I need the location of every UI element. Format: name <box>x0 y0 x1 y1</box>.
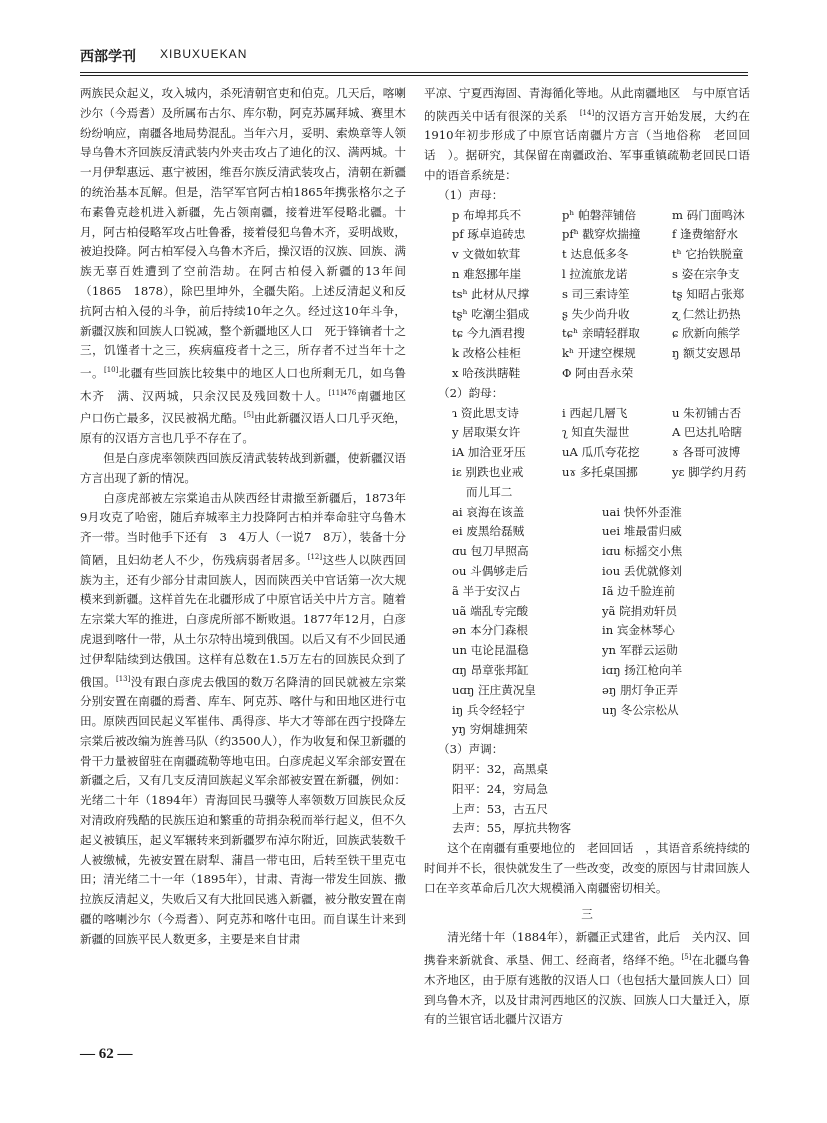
final-entry: iA 加洽亚牙压 <box>452 445 526 460</box>
final-entry: ʅ 知直失湿世 <box>562 425 630 440</box>
final-entry: uai 快怀外歪淮 <box>602 504 682 519</box>
final-entry: yɛ 脚学约月药 <box>672 465 747 479</box>
citation[interactable]: [11]476 <box>328 388 357 397</box>
paragraph: 两族民众起义，攻入城内，杀死清朝官吏和伯克。几天后，喀喇沙尔（今焉耆）及所属布古尔、库尔勒，阿克苏属拜城、赛里木纷纷响应，南疆各地局势混乱。当年六月，妥明、索焕章等人领导乌鲁木齐回族反清武装内外夹击攻占了迪化的汉、满两城。十一月伊犁惠远、惠宁被困，维吾尔族反清武装攻占，清朝在新疆的统治基本瓦解。但是，浩罕军官阿古柏1865年携张格尔之子布素鲁克趁机进入新疆，先占领南疆，接着进军侵略北疆。十月，阿古柏侵略军攻占吐鲁番，接着侵犯乌鲁木齐，妥明战败，被迫投降。阿古柏军侵入乌鲁木齐后，操汉语的汉族、回族、满族无辜百姓遭到了空前浩劫。在阿古柏侵入新疆的13年间（1865 1878），除巴里坤外，全疆失陷。上述反清起义和反抗阿古柏入侵的斗争，前后持续10年之久。经过这10年斗争，新疆汉族和回族人口锐减，整个新疆地区人口 死于锋镝者十之三，饥馑者十之三，疾病瘟疫者十之三，所存者不过当年十之一。[10]北疆有些回族比较集中的地区人口也所剩无几，如乌鲁木齐 满、汉两城，只余汉民及残回数十人。$^{[11]476}$南疆地区 户口伤亡最多，汉民被祸尤酷。[5]由此新疆汉语人口几乎灭绝，原有的汉语方言也几乎不存在了。 <box>80 86 418 446</box>
initial-entry: m 码门面鸣沐 <box>672 207 745 222</box>
final-entry: iɑŋ 扬江枪向羊 <box>602 662 683 677</box>
final-entry: uɤ 多托桌国挪 <box>562 465 638 479</box>
initial-entry: k 改格公桂柜 <box>452 346 521 361</box>
paragraph: 但是白彦虎率领陕西回族反清武装转战到新疆，使新疆汉语方言出现了新的情况。 <box>80 450 406 485</box>
tone-entry: 阴平：32，高黑桌 <box>452 761 548 776</box>
final-entry: iɑu 标摇交小焦 <box>602 544 683 559</box>
initial-entry <box>672 364 778 384</box>
final-entry: iou 丢优就修刘 <box>602 563 682 578</box>
final-entry: iɛ 别跌也业戒 <box>452 465 524 479</box>
finals-er: 而儿耳二 <box>466 484 513 499</box>
initial-entry: v 文微如软茸 <box>452 247 521 262</box>
initial-entry: tɕʰ 亲晴轻群取 <box>562 326 640 341</box>
right-column <box>424 84 750 1030</box>
section-number: 三 <box>581 906 593 921</box>
final-entry: uã 端乱专完酸 <box>452 603 529 618</box>
initial-entry: tʂʰ 吃潮尘猖成 <box>452 306 530 321</box>
tones-list <box>424 760 750 839</box>
final-entry: ɑŋ 昂章张邦缸 <box>452 662 529 677</box>
final-entry: uei 堆最雷归威 <box>602 524 682 539</box>
initials-table <box>452 206 750 384</box>
citation[interactable]: [12] <box>307 552 323 561</box>
final-entry: uŋ 冬公宗松从 <box>602 702 679 717</box>
initial-entry: s 司三索诗笙 <box>562 286 630 301</box>
initial-entry: pf 琢卓追砖忠 <box>452 227 526 242</box>
final-entry: ɤ 各哥可波博 <box>672 445 741 460</box>
final-entry <box>602 720 752 740</box>
initial-entry: s 姿在宗争支 <box>672 267 740 282</box>
initial-entry: p 布埠邦兵不 <box>452 207 522 222</box>
finals-table-a <box>452 404 750 483</box>
final-entry: un 屯论昆温稳 <box>452 643 529 658</box>
final-entry: yã 院捐劝轩员 <box>602 603 678 618</box>
final-entry: ou 斗偶够走后 <box>452 563 529 578</box>
tone-entry: 阳平：24，穷局急 <box>452 781 548 796</box>
tone-entry: 上声：53，古五尺 <box>452 801 548 816</box>
initial-entry: f 逢费缩舒水 <box>672 227 738 242</box>
final-entry: ɑu 包刀早照高 <box>452 544 529 559</box>
tones-heading: （3）声调： <box>438 742 504 757</box>
initial-entry: n 难怒挪年崖 <box>452 267 522 282</box>
initials-heading: （1）声母： <box>438 187 504 202</box>
final-entry: u 朱初铺古否 <box>672 405 742 420</box>
final-entry: A 巴达扎哈瞎 <box>672 425 743 440</box>
final-entry: y 居取渠女许 <box>452 425 521 440</box>
page-header <box>80 46 748 72</box>
initial-entry: tɕ 今九酒君搜 <box>452 326 525 341</box>
initial-entry: t 达息低多冬 <box>562 247 629 262</box>
citation[interactable]: [10] <box>103 366 119 375</box>
initial-entry: ʂ 失少尚升收 <box>562 306 630 321</box>
left-column <box>80 84 418 950</box>
initial-entry: ɕ 欣新向熊学 <box>672 326 741 341</box>
initial-entry: tʰ 它抬铁脱童 <box>672 247 744 262</box>
final-entry: uɑŋ 汪庄黄况皇 <box>452 682 537 697</box>
final-entry: yŋ 穷炯雄拥荣 <box>452 722 528 737</box>
initial-entry: pʰ 帕磐萍铺倍 <box>562 207 637 222</box>
final-entry: ai 哀海在该盖 <box>452 504 525 519</box>
initial-entry: kʰ 开逮空棵规 <box>562 346 636 361</box>
final-entry: uA 瓜爪夸花挖 <box>562 445 640 460</box>
final-entry: iŋ 兵令经轻宁 <box>452 702 525 717</box>
initial-entry: ŋ 额艾安恩昂 <box>672 346 742 361</box>
initial-entry: tsʰ 此材从尺撑 <box>452 286 530 301</box>
final-entry: Iã 边千脸连前 <box>602 583 676 598</box>
header-rule <box>80 72 748 73</box>
final-entry: in 宾金林琴心 <box>602 623 675 638</box>
final-entry: ən 本分门森根 <box>452 623 528 638</box>
journal-pinyin: XIBUXUEKAN <box>160 47 248 61</box>
citation[interactable]: [14] <box>579 108 595 117</box>
page-number: — 62 — <box>80 1046 133 1062</box>
citation[interactable]: [5] <box>681 953 692 962</box>
final-entry: ã 半于安汉占 <box>452 583 521 598</box>
journal-title: 西部学刊 <box>80 49 136 65</box>
citation[interactable]: [5] <box>243 411 254 420</box>
final-entry: i 西起几層飞 <box>562 405 628 420</box>
header-rule-secondary <box>80 75 748 76</box>
final-entry: ɿ 资此思支诗 <box>452 405 519 420</box>
initial-entry: tʂ 知昭占张郑 <box>672 286 745 301</box>
initial-entry: pfʰ 戳穿炊揣撞 <box>562 227 641 242</box>
initial-entry: Φ 阿由吾永荣 <box>562 366 634 381</box>
paragraph: 白彦虎部被左宗棠追击从陕西经甘肃撤至新疆后，1873年9月攻克了哈密，随后弃城率主力投降阿古柏并奉命驻守乌鲁木齐一带。当时他手下还有 3 4万人（一说7 8万），装备十分简陋，且妇幼老人不少，伤残病弱者居多。[12]这些人以陕西回族为主，还有少部分甘肃回族人，因而陕西关中官话第一次大规模来到新疆。这样首先在北疆形成了中原官话关中片方言。随着左宗棠大军的推进，白彦虎所部不断败退。1877年12月，白彦虎退到喀什一带，从土尔尕特出境到俄国。以后又有不少回民通过伊犁陆续到达俄国。这样有总数在1.5万左右的回族民众到了俄国。[13]没有跟白彦虎去俄国的数万名降清的回民就被左宗棠分别安置在南疆的焉耆、库车、阿克苏、喀什与和田地区进行屯田。原陕西回民起义军崔伟、禹得彦、毕大才等部在西宁投降左宗棠后被改编为旌善马队（约3500人），作为收复和保卫新疆的骨干力量被留驻在南疆疏勒等地屯田。白彦虎起义军余部安置在新疆之后，又有几支反清回族起义军余部被安置在新疆，例如：光绪二十年（1894年）青海回民马骥等人率领数万回族民众反对清政府残酷的民族压迫和繁重的苛捐杂税而举行起义，但不久起义被镇压，起义军辗转来到新疆罗布淖尔附近，回族武装数千人被缴械，先被安置在尉犁、蒲昌一带屯田，后转至铁干里克屯田；清光绪二十一年（1895年），甘肃、青海一带发生回族、撒拉族反清起义，失败后又有大批回民逃入新疆，被分散安置在南疆的喀喇沙尔（今焉耆）、阿克苏和喀什屯田。而自谋生计来到新疆的回族平民人数更多，主要是来自甘肃 <box>80 490 406 946</box>
tone-entry: 去声：55，厚抗共物客 <box>452 821 572 836</box>
initial-entry: l 拉流旅龙诺 <box>562 267 628 282</box>
initial-entry: x 哈孩洪瞎鞋 <box>452 366 521 381</box>
final-entry: ei 废黑给磊贼 <box>452 524 525 539</box>
citation[interactable]: [13] <box>115 674 131 683</box>
paragraph: 这个在南疆有重要地位的 老回回话 ，其语音系统持续的时间并不长，很快就发生了一些改变，改变的原因与甘肃回族人口在辛亥革命后几次大规模涌入南疆密切相关。 <box>424 841 750 895</box>
paragraph: 清光绪十年（1884年），新疆正式建省，此后 关内汉、回携眷来新就食、承垦、佣工、经商者，络绎不绝。[5]在北疆乌鲁木齐地区，由于原有逃散的汉语人口（也包括大量回族人口）回到乌鲁木齐，以及甘肃河西地区的汉族、回族人口大量迁入，原有的兰银官话北疆片汉语方 <box>424 930 750 1027</box>
final-entry: əŋ 朋灯争正弄 <box>602 682 678 697</box>
paragraph: 平凉、宁夏西海固、青海循化等地。从此南疆地区 与中原官话的陕西关中话有很深的关系 [14]的汉语方言开始发展，大约在1910年初步形成了中原官话南疆片方言（当地俗称 老回回话 ）。据研究，其保留在南疆政治、军事重镇疏勒老回民口语中的语音系统是： <box>424 86 750 183</box>
initial-entry: ʐ 仁然让扔热 <box>672 306 741 321</box>
finals-heading: （2）韵母： <box>438 385 504 400</box>
final-entry: yn 军群云运勋 <box>602 643 678 658</box>
finals-table-b <box>452 503 750 741</box>
